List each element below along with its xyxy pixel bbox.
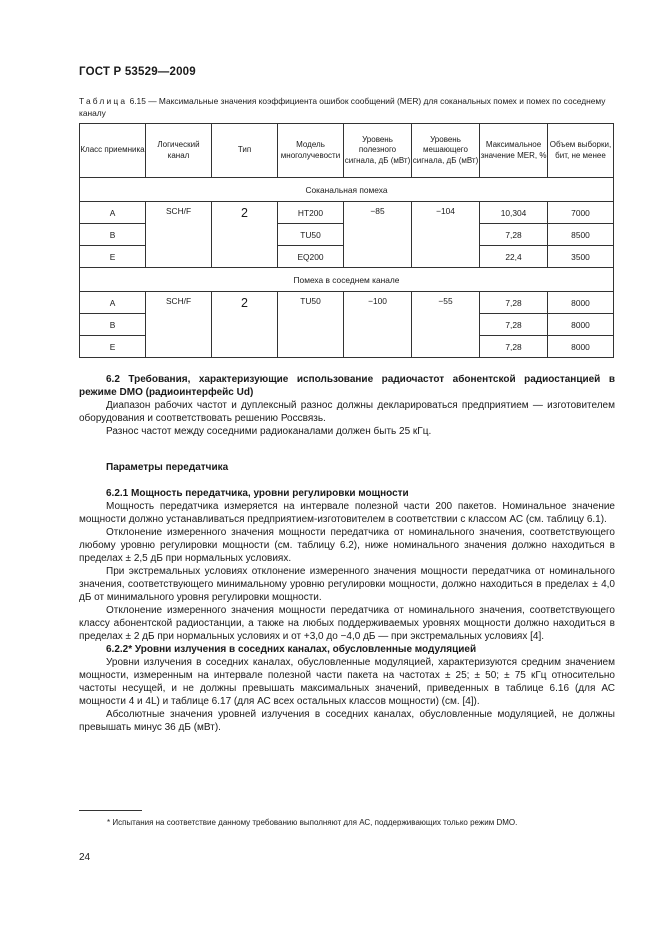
cell-class: E [80, 246, 146, 268]
cell-model: TU50 [278, 224, 344, 246]
document-header: ГОСТ Р 53529—2009 [79, 66, 196, 78]
cell-useful-level: −100 [344, 292, 412, 358]
paragraph: Разнос частот между соседними радиоканалами должен быть 25 кГц. [106, 426, 432, 437]
paragraph: Отклонение измеренного значения мощности передатчика от номинального значения, соответствующего любому уровню регулировки мощности (см. таблицу 6.2), ниже номинального значения должно находиться в пределах ± 2,5 дБ при нормальных условиях. [79, 527, 615, 564]
heading-6-2-1: 6.2.1 Мощность передатчика, уровни регулировки мощности [106, 488, 409, 499]
cell-class: B [80, 224, 146, 246]
col-header-channel: Логический канал [146, 124, 212, 178]
cell-model: EQ200 [278, 246, 344, 268]
heading-transmitter-params: Параметры передатчика [106, 462, 229, 473]
cell-type: 2 [212, 202, 278, 268]
paragraph: Абсолютные значения уровней излучения в соседних каналах, обусловленные модуляцией, не должны превышать минус 36 дБ (мВт). [79, 709, 615, 733]
cell-mer: 10,304 [480, 202, 548, 224]
table-caption [79, 95, 615, 119]
cell-class: E [80, 336, 146, 358]
cell-model: TU50 [278, 292, 344, 358]
cell-interfering-level: −55 [412, 292, 480, 358]
heading-6-2: 6.2 Требования, характеризующие использование радиочастот абонентской радиостанцией в режиме DMO (радиоинтерфейс Ud) [79, 374, 615, 398]
col-header-useful-level: Уровень полезного сигнала, дБ (мВт) [344, 124, 412, 178]
cell-channel: SCH/F [146, 202, 212, 268]
section-adjacent-channel: Помеха в соседнем канале [80, 268, 614, 292]
cell-class: B [80, 314, 146, 336]
cell-class: A [80, 202, 146, 224]
cell-mer: 7,28 [480, 314, 548, 336]
footnote-divider [79, 810, 142, 811]
cell-volume: 8500 [548, 224, 614, 246]
cell-useful-level: −85 [344, 202, 412, 268]
paragraph: Отклонение измеренного значения мощности передатчика от номинального значения, соответствующего классу абонентской радиостанции, а также на любых поддерживаемых уровнях мощности должно находиться в пределах ± 2 дБ при нормальных условиях и от +3,0 до −4,0 дБ — при экстремальных условиях [4]. [79, 605, 615, 642]
cell-channel: SCH/F [146, 292, 212, 358]
col-header-sample-volume: Объем выборки, бит, не менее [548, 124, 614, 178]
table-header-row [80, 124, 614, 178]
heading-6-2-2: 6.2.2* Уровни излучения в соседних каналах, обусловленные модуляцией [106, 644, 477, 655]
col-header-max-mer: Максимальное значение MER, % [480, 124, 548, 178]
paragraph: Диапазон рабочих частот и дуплексный разнос должны декларироваться предприятием — изготовителем оборудования и соответствовать решению Россвязь. [79, 400, 615, 424]
paragraph: При экстремальных условиях отклонение измеренного значения мощности передатчика от номинального значения, соответствующего минимальному уровню регулировки мощности, должно находиться в пределах ± 4,0 дБ от минимального уровня регулировки мощности. [79, 566, 615, 603]
cell-volume: 8000 [548, 314, 614, 336]
col-header-interfering-level: Уровень мешающего сигнала, дБ (мВт) [412, 124, 480, 178]
document-body [79, 373, 615, 734]
cell-volume: 3500 [548, 246, 614, 268]
cell-volume: 8000 [548, 336, 614, 358]
cell-model: HT200 [278, 202, 344, 224]
cell-volume: 8000 [548, 292, 614, 314]
page-number: 24 [79, 852, 91, 863]
table-row [80, 202, 614, 224]
col-header-type: Тип [212, 124, 278, 178]
cell-mer: 7,28 [480, 336, 548, 358]
cell-mer: 7,28 [480, 292, 548, 314]
section-cochannel: Соканальная помеха [80, 178, 614, 202]
col-header-class: Класс приемника [80, 124, 146, 178]
table-caption-text: 6.15 — Максимальные значения коэффициента ошибок сообщений (MER) для соканальных помех и помех по соседнему каналу [79, 96, 606, 118]
cell-interfering-level: −104 [412, 202, 480, 268]
paragraph: Мощность передатчика измеряется на интервале полезной части 200 пакетов. Номинальное значение мощности должно устанавливаться предприятием-изготовителем в соответствии с классом АС (см. таблицу 6.1). [79, 501, 615, 525]
cell-mer: 7,28 [480, 224, 548, 246]
cell-type: 2 [212, 292, 278, 358]
col-header-model: Модель многолучевости [278, 124, 344, 178]
table-caption-prefix: Таблица [79, 96, 128, 106]
paragraph: Уровни излучения в соседних каналах, обусловленные модуляцией, характеризуются средним значением мощности, измеренным на интервале полезной части пакета на частотах ± 25; ± 50; ± 75 кГц относительно частоты несущей, и не должны превышать максимальных значений, приведенных в таблице 6.16 (для АС мощности 4 и 4L) и таблице 6.17 (для АС всех остальных классов мощности) (см. [4]). [79, 657, 615, 707]
footnote: * Испытания на соответствие данному требованию выполняют для АС, поддерживающих только режим DMO. [107, 818, 518, 827]
mer-table [79, 123, 614, 358]
table-row [80, 292, 614, 314]
cell-volume: 7000 [548, 202, 614, 224]
cell-class: A [80, 292, 146, 314]
cell-mer: 22,4 [480, 246, 548, 268]
